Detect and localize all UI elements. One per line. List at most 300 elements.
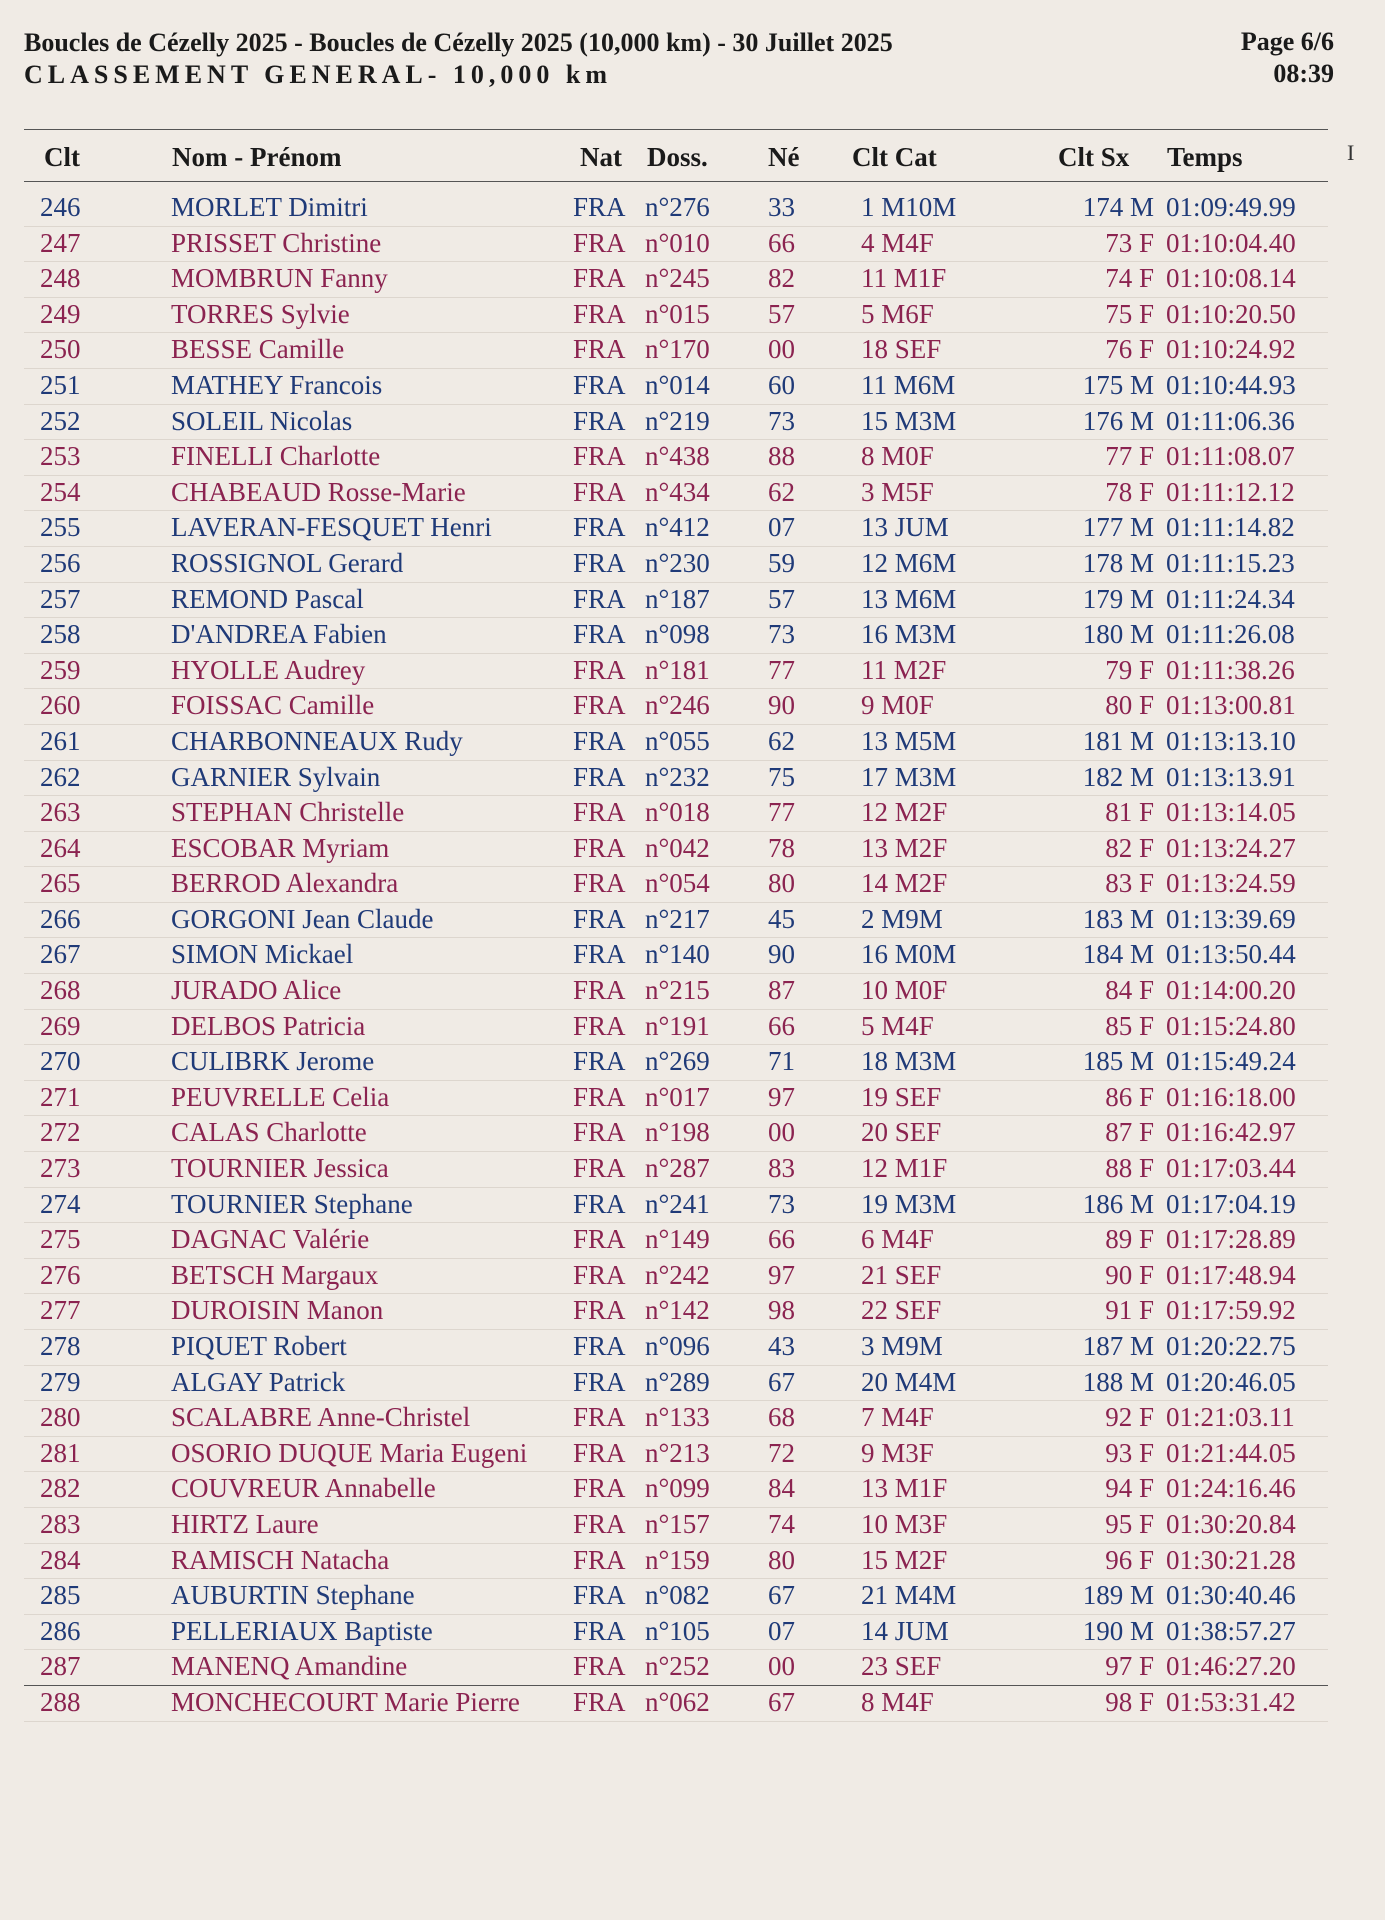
cell-clt: 264 <box>40 832 81 863</box>
cell-clt-cat: 22 SEF <box>861 1295 942 1326</box>
cell-clt: 281 <box>40 1437 81 1468</box>
cell-nom: CULIBRK Jerome <box>171 1046 375 1077</box>
cell-clt: 278 <box>40 1331 81 1361</box>
cell-nom: MONCHECOURT Marie Pierre <box>171 1686 520 1717</box>
cell-doss: n°140 <box>645 939 710 970</box>
table-row <box>24 1366 1328 1402</box>
cell-nom: SOLEIL Nicolas <box>171 405 353 436</box>
cell-clt-cat: 19 SEF <box>861 1081 942 1112</box>
table-row <box>24 1401 1328 1437</box>
cell-clt-cat: 15 M3M <box>861 405 957 436</box>
cell-clt: 268 <box>40 975 81 1006</box>
cell-clt: 275 <box>40 1224 81 1255</box>
cell-nat: FRA <box>573 583 626 614</box>
cell-ne: 68 <box>768 1402 795 1433</box>
cell-nom: MATHEY Francois <box>171 369 383 400</box>
cell-clt-cat: 12 M6M <box>861 547 957 578</box>
cell-nat: FRA <box>573 192 626 222</box>
cell-doss: n°289 <box>645 1366 710 1397</box>
cell-nat: FRA <box>573 441 626 472</box>
cell-doss: n°181 <box>645 654 710 685</box>
cell-clt-cat: 9 M3F <box>861 1437 934 1468</box>
cell-doss: n°434 <box>645 476 710 507</box>
cell-ne: 88 <box>768 441 795 472</box>
cell-doss: n°018 <box>645 797 710 828</box>
cell-clt-sx: 77 F <box>1105 441 1154 472</box>
results-table <box>24 191 1328 1722</box>
cell-ne: 60 <box>768 369 795 400</box>
cell-doss: n°133 <box>645 1402 710 1433</box>
cell-clt: 259 <box>40 654 81 685</box>
table-row <box>24 227 1328 263</box>
cell-clt-cat: 13 M5M <box>861 725 957 756</box>
cell-nat: FRA <box>573 1366 626 1397</box>
cell-temps: 01:13:00.81 <box>1166 690 1296 721</box>
cell-ne: 90 <box>768 939 795 970</box>
document-title: Boucles de Cézelly 2025 - Boucles de Cézelly 2025 (10,000 km) - 30 Juillet 2025 <box>24 28 893 57</box>
cell-ne: 73 <box>768 619 795 650</box>
cell-nat: FRA <box>573 619 626 650</box>
cell-nom: CHARBONNEAUX Rudy <box>171 725 463 756</box>
cell-temps: 01:13:39.69 <box>1166 903 1296 934</box>
cell-nat: FRA <box>573 263 626 294</box>
cell-clt: 276 <box>40 1259 81 1290</box>
cell-nom: BETSCH Margaux <box>171 1259 379 1290</box>
cell-clt-sx: 92 F <box>1105 1402 1154 1433</box>
cell-temps: 01:11:12.12 <box>1166 476 1295 507</box>
cell-temps: 01:14:00.20 <box>1166 975 1296 1006</box>
table-row <box>24 1188 1328 1224</box>
cell-nom: FINELLI Charlotte <box>171 441 381 472</box>
cell-nom: PRISSET Christine <box>171 227 382 258</box>
cell-temps: 01:13:13.91 <box>1166 761 1296 792</box>
cell-nat: FRA <box>573 1188 626 1219</box>
cell-nom: OSORIO DUQUE Maria Eugeni <box>171 1437 528 1468</box>
cell-temps: 01:17:03.44 <box>1166 1153 1296 1184</box>
cell-temps: 01:13:14.05 <box>1166 797 1296 828</box>
cell-clt-sx: 187 M <box>1082 1331 1154 1361</box>
cell-nat: FRA <box>573 1224 626 1255</box>
cell-clt-sx: 180 M <box>1082 619 1154 650</box>
cell-clt: 253 <box>40 441 81 472</box>
cell-ne: 45 <box>768 903 795 934</box>
table-row <box>24 298 1328 334</box>
cell-clt: 248 <box>40 263 81 294</box>
print-time: 08:39 <box>1273 59 1334 88</box>
cell-clt: 269 <box>40 1010 81 1041</box>
cell-doss: n°276 <box>645 192 710 222</box>
cell-nat: FRA <box>573 1508 626 1539</box>
cell-clt: 265 <box>40 868 81 899</box>
cell-nat: FRA <box>573 334 626 365</box>
cell-clt-sx: 86 F <box>1105 1081 1154 1112</box>
table-row <box>24 1294 1328 1330</box>
table-row <box>24 1686 1328 1722</box>
table-row <box>24 867 1328 903</box>
cell-nom: ESCOBAR Myriam <box>171 832 390 863</box>
cell-clt-cat: 14 JUM <box>861 1615 949 1646</box>
table-row <box>24 369 1328 405</box>
cell-clt-sx: 82 F <box>1105 832 1154 863</box>
cell-ne: 87 <box>768 975 795 1006</box>
cell-nat: FRA <box>573 1437 626 1468</box>
cell-clt: 277 <box>40 1295 81 1326</box>
table-row <box>24 974 1328 1010</box>
cell-clt-sx: 178 M <box>1082 547 1154 578</box>
cell-temps: 01:13:13.10 <box>1166 725 1296 756</box>
cell-temps: 01:17:48.94 <box>1166 1259 1296 1290</box>
cell-temps: 01:24:16.46 <box>1166 1473 1296 1504</box>
cell-ne: 80 <box>768 868 795 899</box>
cell-nat: FRA <box>573 690 626 721</box>
cell-nat: FRA <box>573 227 626 258</box>
cell-doss: n°246 <box>645 690 710 721</box>
cell-clt: 246 <box>40 192 81 222</box>
cell-clt: 287 <box>40 1651 81 1682</box>
cell-doss: n°017 <box>645 1081 710 1112</box>
cell-nom: BERROD Alexandra <box>171 868 399 899</box>
cell-clt-cat: 3 M5F <box>861 476 934 507</box>
cell-ne: 00 <box>768 334 795 365</box>
table-row <box>24 1010 1328 1046</box>
cell-clt-cat: 11 M6M <box>861 369 956 400</box>
cell-clt: 266 <box>40 903 81 934</box>
cell-nom: BESSE Camille <box>171 334 345 365</box>
cell-doss: n°232 <box>645 761 710 792</box>
cell-clt-cat: 2 M9M <box>861 903 943 934</box>
cell-clt-sx: 97 F <box>1105 1651 1154 1682</box>
cell-clt-cat: 10 M0F <box>861 975 948 1006</box>
cell-nom: ALGAY Patrick <box>171 1366 346 1397</box>
cell-nat: FRA <box>573 1081 626 1112</box>
cell-temps: 01:17:28.89 <box>1166 1224 1296 1255</box>
cell-doss: n°054 <box>645 868 710 899</box>
table-row <box>24 1615 1328 1651</box>
cell-doss: n°082 <box>645 1580 710 1611</box>
cell-ne: 07 <box>768 1615 795 1646</box>
cell-clt-sx: 183 M <box>1082 903 1154 934</box>
col-ne: Né <box>768 142 800 172</box>
cell-temps: 01:15:49.24 <box>1166 1046 1296 1077</box>
cell-doss: n°157 <box>645 1508 710 1539</box>
cell-clt-cat: 6 M4F <box>861 1224 934 1255</box>
page-number: Page 6/6 <box>1240 27 1334 56</box>
cell-ne: 84 <box>768 1473 795 1504</box>
cell-clt: 286 <box>40 1615 81 1646</box>
table-row <box>24 689 1328 725</box>
cell-ne: 83 <box>768 1153 795 1184</box>
cell-clt-sx: 91 F <box>1105 1295 1154 1326</box>
cell-ne: 97 <box>768 1081 795 1112</box>
cell-nat: FRA <box>573 1473 626 1504</box>
cell-doss: n°242 <box>645 1259 710 1290</box>
table-bottom-rule <box>24 1685 1328 1686</box>
cell-temps: 01:53:31.42 <box>1166 1686 1296 1717</box>
cell-doss: n°142 <box>645 1295 710 1326</box>
cell-temps: 01:17:04.19 <box>1166 1188 1296 1219</box>
cell-ne: 75 <box>768 761 795 792</box>
cell-nat: FRA <box>573 1010 626 1041</box>
cell-nat: FRA <box>573 547 626 578</box>
cell-nom: DAGNAC Valérie <box>171 1224 370 1255</box>
cell-doss: n°287 <box>645 1153 710 1184</box>
table-row <box>24 796 1328 832</box>
cell-nom: SCALABRE Anne-Christel <box>171 1402 471 1433</box>
cell-nat: FRA <box>573 1331 626 1361</box>
cell-clt-cat: 8 M0F <box>861 441 934 472</box>
table-row <box>24 832 1328 868</box>
header-top-rule <box>24 129 1328 130</box>
table-row <box>24 583 1328 619</box>
cell-temps: 01:30:20.84 <box>1166 1508 1296 1539</box>
cell-doss: n°241 <box>645 1188 710 1219</box>
cell-ne: 97 <box>768 1259 795 1290</box>
cell-clt-cat: 5 M6F <box>861 298 934 329</box>
cell-clt: 247 <box>40 227 81 258</box>
cell-temps: 01:13:50.44 <box>1166 939 1296 970</box>
cell-nom: PELLERIAUX Baptiste <box>171 1615 433 1646</box>
cell-clt: 267 <box>40 939 81 970</box>
cell-ne: 62 <box>768 725 795 756</box>
cell-nat: FRA <box>573 476 626 507</box>
cell-nom: COUVREUR Annabelle <box>171 1473 436 1504</box>
table-row <box>24 1579 1328 1615</box>
cell-ne: 66 <box>768 227 795 258</box>
cell-clt: 284 <box>40 1544 81 1575</box>
table-row <box>24 1508 1328 1544</box>
cell-clt-sx: 79 F <box>1105 654 1154 685</box>
table-row <box>24 1116 1328 1152</box>
col-temps: Temps <box>1167 142 1243 172</box>
cell-clt-cat: 1 M10M <box>861 192 957 222</box>
col-clt: Clt <box>44 142 80 172</box>
cell-clt: 261 <box>40 725 81 756</box>
cell-ne: 33 <box>768 192 795 222</box>
table-row <box>24 547 1328 583</box>
cell-clt-sx: 174 M <box>1082 192 1154 222</box>
cell-ne: 66 <box>768 1010 795 1041</box>
cell-clt-cat: 11 M1F <box>861 263 947 294</box>
cell-ne: 82 <box>768 263 795 294</box>
cell-clt: 283 <box>40 1508 81 1539</box>
cell-nat: FRA <box>573 1544 626 1575</box>
cell-clt-sx: 76 F <box>1105 334 1154 365</box>
cell-clt-sx: 89 F <box>1105 1224 1154 1255</box>
cell-clt-sx: 88 F <box>1105 1153 1154 1184</box>
cell-clt-cat: 9 M0F <box>861 690 934 721</box>
table-row <box>24 1330 1328 1366</box>
cell-clt-cat: 13 JUM <box>861 512 949 543</box>
table-row <box>24 476 1328 512</box>
cell-clt-sx: 80 F <box>1105 690 1154 721</box>
cell-ne: 57 <box>768 298 795 329</box>
cell-nat: FRA <box>573 1153 626 1184</box>
cell-clt-sx: 74 F <box>1105 263 1154 294</box>
cell-temps: 01:38:57.27 <box>1166 1615 1296 1646</box>
cell-clt-sx: 179 M <box>1082 583 1154 614</box>
cell-ne: 67 <box>768 1686 795 1717</box>
cell-temps: 01:11:15.23 <box>1166 547 1295 578</box>
cell-clt-cat: 16 M0M <box>861 939 957 970</box>
cell-clt-cat: 23 SEF <box>861 1651 942 1682</box>
table-row <box>24 618 1328 654</box>
cell-clt-cat: 16 M3M <box>861 619 957 650</box>
cell-clt-sx: 175 M <box>1082 369 1154 400</box>
cell-nom: D'ANDREA Fabien <box>171 619 387 650</box>
cell-nom: MOMBRUN Fanny <box>171 263 388 294</box>
cell-clt-sx: 190 M <box>1082 1615 1154 1646</box>
header-bottom-rule <box>24 181 1328 182</box>
cell-clt-sx: 185 M <box>1082 1046 1154 1077</box>
cell-clt-cat: 15 M2F <box>861 1544 948 1575</box>
cell-temps: 01:30:40.46 <box>1166 1580 1296 1611</box>
cell-doss: n°219 <box>645 405 710 436</box>
table-row <box>24 191 1328 227</box>
cell-nom: JURADO Alice <box>171 975 342 1006</box>
cell-doss: n°438 <box>645 441 710 472</box>
cell-nom: TOURNIER Jessica <box>171 1153 389 1184</box>
cell-nom: MANENQ Amandine <box>171 1651 408 1682</box>
cell-doss: n°159 <box>645 1544 710 1575</box>
cell-clt-sx: 75 F <box>1105 298 1154 329</box>
cell-nom: LAVERAN-FESQUET Henri <box>171 512 492 543</box>
col-nat: Nat <box>580 142 622 172</box>
cell-temps: 01:20:46.05 <box>1166 1366 1296 1397</box>
table-row <box>24 1081 1328 1117</box>
cell-clt-sx: 83 F <box>1105 868 1154 899</box>
cell-ne: 73 <box>768 405 795 436</box>
cell-nat: FRA <box>573 1295 626 1326</box>
cell-nom: SIMON Mickael <box>171 939 354 970</box>
cell-nat: FRA <box>573 654 626 685</box>
cell-nat: FRA <box>573 1686 626 1717</box>
cell-nom: HIRTZ Laure <box>171 1508 319 1539</box>
cell-clt-cat: 13 M2F <box>861 832 948 863</box>
cell-nom: CALAS Charlotte <box>171 1117 367 1148</box>
cell-temps: 01:30:21.28 <box>1166 1544 1296 1575</box>
cell-ne: 66 <box>768 1224 795 1255</box>
cell-doss: n°215 <box>645 975 710 1006</box>
cell-clt-cat: 17 M3M <box>861 761 957 792</box>
cell-clt-cat: 19 M3M <box>861 1188 957 1219</box>
cell-clt-sx: 81 F <box>1105 797 1154 828</box>
cell-ne: 80 <box>768 1544 795 1575</box>
cell-ne: 72 <box>768 1437 795 1468</box>
table-header <box>24 136 1328 176</box>
cell-doss: n°099 <box>645 1473 710 1504</box>
cell-nom: ROSSIGNOL Gerard <box>171 547 404 578</box>
table-row <box>24 1045 1328 1081</box>
cell-ne: 98 <box>768 1295 795 1326</box>
cell-clt-cat: 14 M2F <box>861 868 948 899</box>
cell-clt: 282 <box>40 1473 81 1504</box>
col-nom: Nom - Prénom <box>172 142 342 172</box>
document-subtitle: CLASSEMENT GENERAL- 10,000 km <box>24 60 613 89</box>
cell-ne: 67 <box>768 1366 795 1397</box>
cell-temps: 01:10:44.93 <box>1166 369 1296 400</box>
cell-doss: n°252 <box>645 1651 710 1682</box>
table-row <box>24 262 1328 298</box>
cell-clt-sx: 189 M <box>1082 1580 1154 1611</box>
cell-clt-sx: 87 F <box>1105 1117 1154 1148</box>
cell-clt: 257 <box>40 583 81 614</box>
cell-ne: 57 <box>768 583 795 614</box>
cell-ne: 77 <box>768 797 795 828</box>
cell-clt: 270 <box>40 1046 81 1077</box>
cell-nom: DELBOS Patricia <box>171 1010 366 1041</box>
table-row <box>24 725 1328 761</box>
cell-clt: 251 <box>40 369 81 400</box>
cell-clt-sx: 73 F <box>1105 227 1154 258</box>
table-row <box>24 903 1328 939</box>
cell-nat: FRA <box>573 512 626 543</box>
cell-nat: FRA <box>573 725 626 756</box>
cell-ne: 71 <box>768 1046 795 1077</box>
cell-nom: GARNIER Sylvain <box>171 761 381 792</box>
table-row <box>24 1472 1328 1508</box>
cell-nat: FRA <box>573 761 626 792</box>
cell-clt-cat: 20 M4M <box>861 1366 957 1397</box>
cell-clt-cat: 12 M1F <box>861 1153 948 1184</box>
page-info <box>1241 26 1334 90</box>
cell-temps: 01:16:42.97 <box>1166 1117 1296 1148</box>
cell-doss: n°198 <box>645 1117 710 1148</box>
cell-doss: n°042 <box>645 832 710 863</box>
cell-clt-sx: 94 F <box>1105 1473 1154 1504</box>
cell-clt-cat: 18 SEF <box>861 334 942 365</box>
cell-temps: 01:11:26.08 <box>1166 619 1295 650</box>
cell-clt-sx: 85 F <box>1105 1010 1154 1041</box>
cell-clt-sx: 177 M <box>1082 512 1154 543</box>
cell-nat: FRA <box>573 797 626 828</box>
cell-temps: 01:21:44.05 <box>1166 1437 1296 1468</box>
cell-clt-cat: 20 SEF <box>861 1117 942 1148</box>
table-row <box>24 1544 1328 1580</box>
cell-nat: FRA <box>573 868 626 899</box>
cell-temps: 01:10:04.40 <box>1166 227 1296 258</box>
cell-temps: 01:20:22.75 <box>1166 1331 1296 1361</box>
cell-clt: 262 <box>40 761 81 792</box>
cell-doss: n°098 <box>645 619 710 650</box>
cell-doss: n°096 <box>645 1331 710 1361</box>
cell-doss: n°010 <box>645 227 710 258</box>
cell-nat: FRA <box>573 1580 626 1611</box>
cell-clt-cat: 10 M3F <box>861 1508 948 1539</box>
table-row <box>24 1152 1328 1188</box>
cell-ne: 77 <box>768 654 795 685</box>
cell-doss: n°014 <box>645 369 710 400</box>
cell-clt-sx: 181 M <box>1082 725 1154 756</box>
cell-nom: AUBURTIN Stephane <box>171 1580 415 1611</box>
cell-clt: 260 <box>40 690 81 721</box>
cell-clt: 272 <box>40 1117 81 1148</box>
cell-temps: 01:10:20.50 <box>1166 298 1296 329</box>
table-row <box>24 511 1328 547</box>
cell-nom: HYOLLE Audrey <box>171 654 366 685</box>
cell-clt-sx: 176 M <box>1082 405 1154 436</box>
cell-ne: 59 <box>768 547 795 578</box>
cell-clt: 263 <box>40 797 81 828</box>
cell-clt-cat: 18 M3M <box>861 1046 957 1077</box>
cell-temps: 01:17:59.92 <box>1166 1295 1296 1326</box>
cell-doss: n°230 <box>645 547 710 578</box>
cell-ne: 67 <box>768 1580 795 1611</box>
cell-ne: 00 <box>768 1117 795 1148</box>
cell-clt-sx: 93 F <box>1105 1437 1154 1468</box>
cell-clt: 280 <box>40 1402 81 1433</box>
cell-nat: FRA <box>573 369 626 400</box>
cell-nat: FRA <box>573 298 626 329</box>
